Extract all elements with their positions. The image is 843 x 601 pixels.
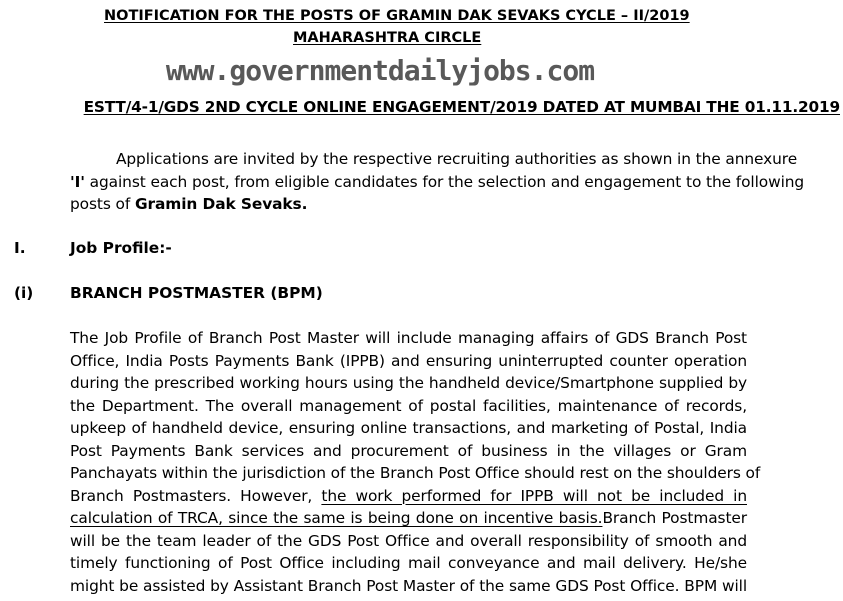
reference-line: ESTT/4-1/GDS 2ND CYCLE ONLINE ENGAGEMENT/2019 DATED AT MUMBAI THE 01.11.2019 xyxy=(83,98,840,116)
bpm-line-9-text: Branch Postmaster xyxy=(602,509,747,527)
bpm-line-1: The Job Profile of Branch Post Master will include managing affairs of GDS Branch Post xyxy=(70,329,747,347)
website-watermark: www.governmentdailyjobs.com xyxy=(165,54,595,87)
ippb-note-part-1: the work performed for IPPB will not be included in xyxy=(321,486,747,505)
circle-title: MAHARASHTRA CIRCLE xyxy=(293,30,482,46)
subsection-number: (i) xyxy=(14,284,34,302)
bpm-line-10: will be the team leader of the GDS Post Office and overall responsibility of smooth and xyxy=(70,531,747,550)
intro-text-2: against each post, from eligible candidates for the selection and engagement to the following xyxy=(89,172,805,191)
section-title: Job Profile:- xyxy=(70,239,172,257)
bpm-line-6: Post Payments Bank services and procurement of business in the villages or Gram xyxy=(70,441,747,460)
intro-line-1 xyxy=(68,148,798,171)
bpm-line-8 xyxy=(70,485,747,508)
posts-bold: Gramin Dak Sevaks. xyxy=(134,195,308,213)
subsection-title: BRANCH POSTMASTER (BPM) xyxy=(70,284,323,302)
intro-line-2 xyxy=(70,171,805,194)
bpm-paragraph xyxy=(70,327,761,597)
bpm-line-5: upkeep of handheld device, ensuring online transactions, and marketing of Postal, India xyxy=(70,419,747,437)
bpm-line-7: Panchayats within the jurisdiction of the Branch Post Office should rest on the shoulders of xyxy=(70,464,761,482)
intro-line-3 xyxy=(70,193,747,216)
section-number: I. xyxy=(14,239,26,257)
intro-text-3: posts of xyxy=(70,195,131,213)
bpm-line-3: during the prescribed working hours using the handheld device/Smartphone supplied by xyxy=(70,374,747,392)
intro-paragraph xyxy=(70,148,805,216)
bpm-line-4: the Department. The overall management of postal facilities, maintenance of records, xyxy=(70,396,747,415)
intro-text-1: Applications are invited by the respective recruiting authorities as shown in the annexure xyxy=(115,150,798,168)
bpm-line-12: might be assisted by Assistant Branch Post Master of the same GDS Post Office. BPM will xyxy=(70,576,747,595)
bpm-line-11: timely functioning of Post Office including mail conveyance and mail delivery. He/she xyxy=(70,554,747,572)
notification-title: NOTIFICATION FOR THE POSTS OF GRAMIN DAK SEVAKS CYCLE – II/2019 xyxy=(104,8,690,24)
bpm-line-9 xyxy=(70,507,747,530)
bpm-line-2: Office, India Posts Payments Bank (IPPB) and ensuring uninterrupted counter operation xyxy=(70,351,747,370)
bpm-line-8-text: Branch Postmasters. However, xyxy=(70,486,313,505)
ippb-note-part-2: calculation of TRCA, since the same is being done on incentive basis. xyxy=(70,509,603,527)
annexure-mark: 'I' xyxy=(70,172,85,191)
